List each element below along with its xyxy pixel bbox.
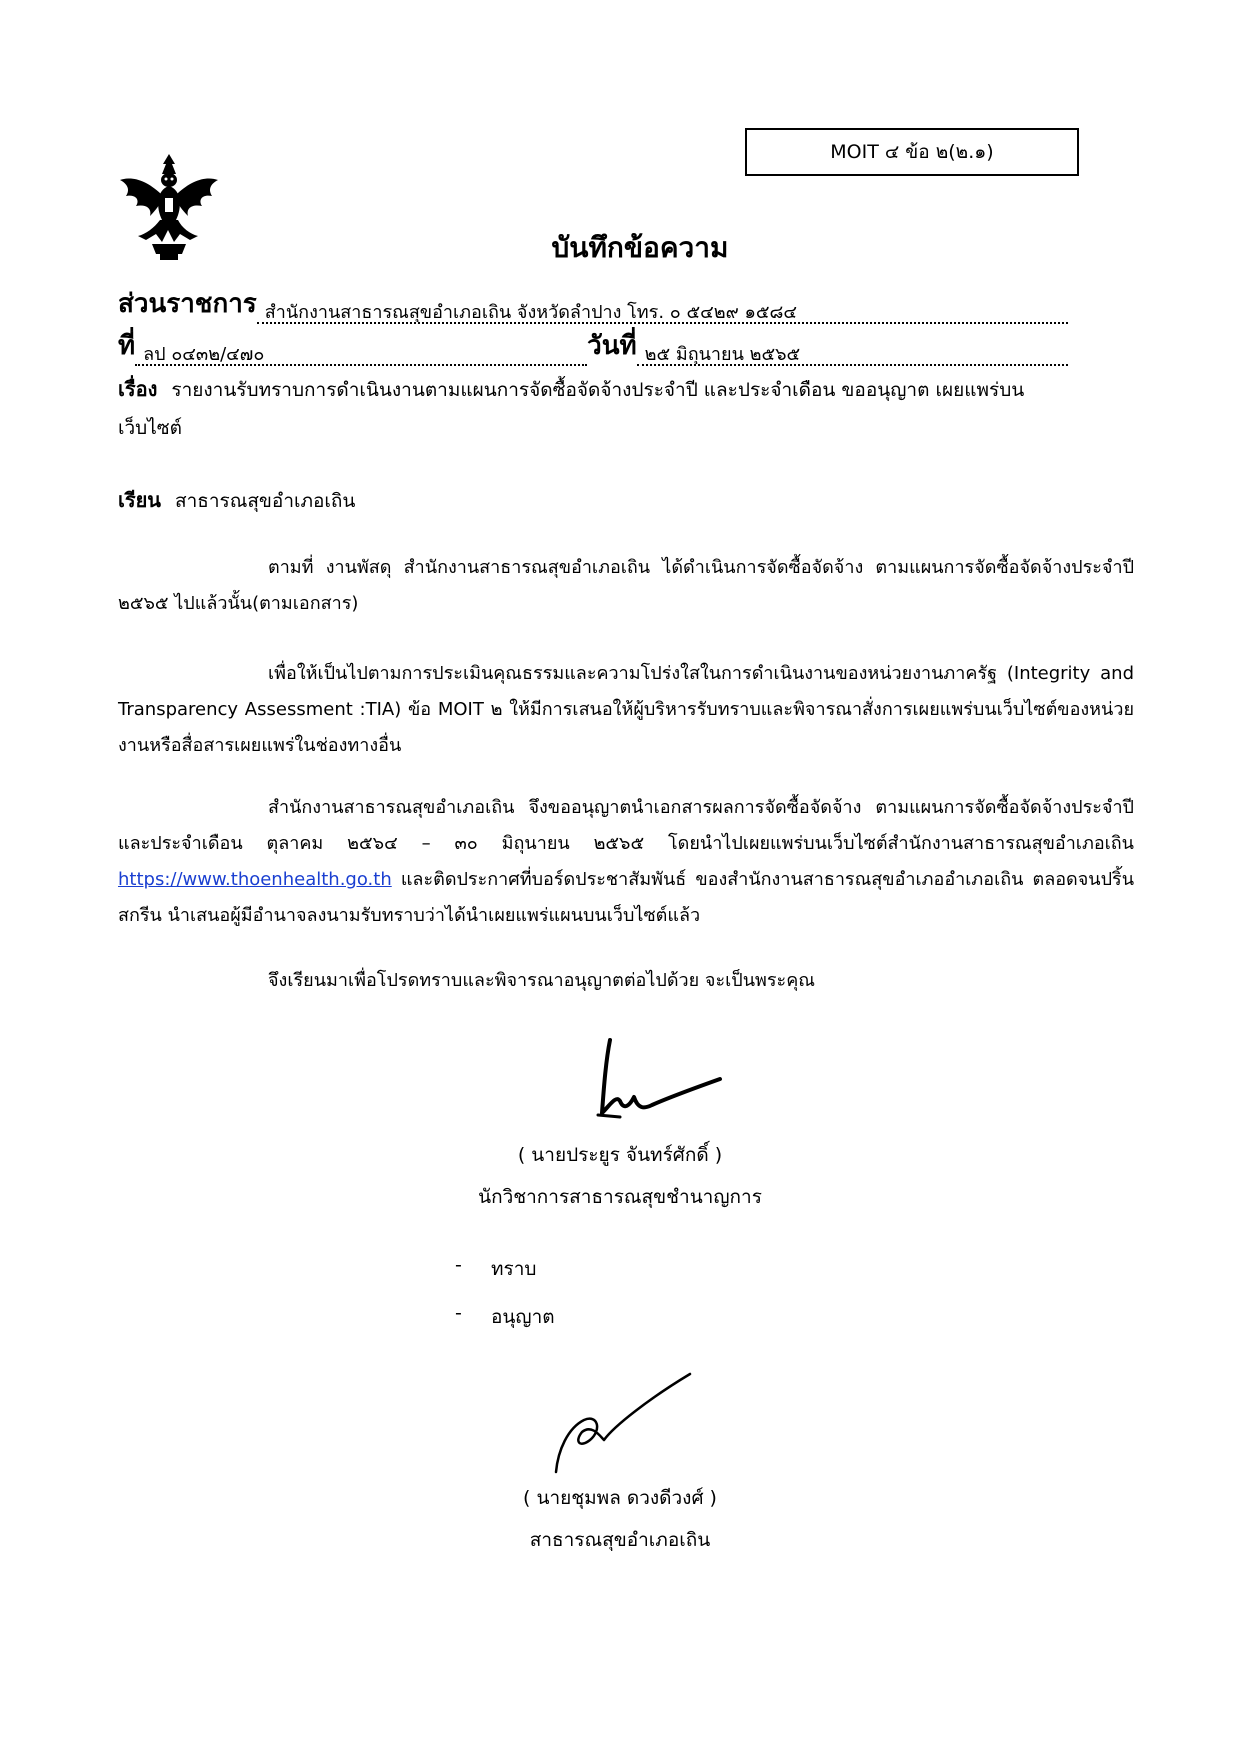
document-title: บันทึกข้อความ (551, 231, 729, 264)
salutation-label: เรียน (118, 488, 161, 512)
body-paragraph-2: เพื่อให้เป็นไปตามการประเมินคุณธรรมและความโปร่งใสในการดำเนินงานของหน่วยงานภาครัฐ (Integrity and Transparency Assessment :TIA) ข้อ MOIT ๒ ให้มีการเสนอให้ผู้บริหารรับทราบและพิจารณาสั่งการเผยแพร่บนเว็บไซต์ของหน่วยงานหรือสื่อสารเผยแพร่ในช่องทางอื่น (118, 663, 1134, 756)
agency-row (118, 283, 1068, 324)
salutation-line (118, 484, 355, 516)
option-dash: - (455, 1302, 462, 1324)
option-acknowledge-label: ทราบ (491, 1258, 537, 1280)
signatory-2-position: สาธารณสุขอำเภอเถิน (529, 1529, 711, 1551)
moit-reference-box (745, 128, 1079, 176)
salutation-text: สาธารณสุขอำเภอเถิน (174, 490, 356, 512)
body-paragraph-3 (118, 790, 1134, 934)
option-dash: - (455, 1254, 462, 1276)
subject-label: เรื่อง (118, 377, 158, 401)
closing-paragraph: จึงเรียนมาเพื่อโปรดทราบและพิจารณาอนุญาตต่อไปด้วย จะเป็นพระคุณ (268, 970, 815, 991)
agency-value: สำนักงานสาธารณสุขอำเภอเถิน จังหวัดลำปาง โทร. ๐ ๕๔๒๙ ๑๕๘๔ (257, 297, 1068, 324)
agency-label: ส่วนราชการ (118, 289, 257, 319)
number-value: ลป ๐๔๓๒/๔๗๐ (135, 339, 587, 366)
website-link[interactable]: https://www.thoenhealth.go.th (118, 869, 392, 890)
paragraph-3-text-end: และติดประกาศที่บอร์ดประชาสัมพันธ์ ของสำนักงานสาธารณสุขอำเภออำเภอเถิน ตลอดจนปริ้นสกรีน นำเสนอผู้มีอำนาจลงนามรับทราบว่าได้นำเผยแพร่แผนบนเว็บไซต์แล้ว (118, 869, 1134, 926)
moit-reference-text: MOIT ๔ ข้อ ๒(๒.๑) (830, 141, 994, 163)
signatory-1-name: ( นายประยูร จันทร์ศักดิ์ ) (517, 1144, 723, 1166)
option-approve (455, 1302, 555, 1332)
signature-2-icon (540, 1370, 700, 1480)
number-date-row (118, 325, 1068, 366)
subject-line (118, 370, 1028, 447)
number-label: ที่ (118, 331, 136, 361)
date-label: วันที่ (587, 331, 637, 361)
paragraph-3-text-start: สำนักงานสาธารณสุขอำเภอเถิน จึงขออนุญาตนำเอกสารผลการจัดซื้อจัดจ้าง ตามแผนการจัดซื้อจัดจ้างประจำปี และประจำเดือน ตุลาคม ๒๕๖๔ – ๓๐ มิถุนายน ๒๕๖๕ โดยนำไปเผยแพร่บนเว็บไซต์สำนักงานสาธารณสุขอำเภอเถิน (118, 797, 1134, 854)
signatory-1-position: นักวิชาการสาธารณสุขชำนาญการ (478, 1186, 762, 1208)
option-acknowledge (455, 1254, 536, 1284)
date-value: ๒๕ มิถุนายน ๒๕๖๕ (637, 339, 1068, 366)
subject-text: รายงานรับทราบการดำเนินงานตามแผนการจัดซื้อจัดจ้างประจำปี และประจำเดือน ขออนุญาต เผยแพร่บนเว็บไซต์ (118, 379, 1025, 439)
option-approve-label: อนุญาต (491, 1306, 555, 1328)
body-paragraph-1: ตามที่ งานพัสดุ สำนักงานสาธารณสุขอำเภอเถิน ได้ดำเนินการจัดซื้อจัดจ้าง ตามแผนการจัดซื้อจัดจ้างประจำปี ๒๕๖๕ ไปแล้วนั้น(ตามเอกสาร) (118, 557, 1134, 614)
signature-1-icon (580, 1035, 730, 1130)
signatory-2-name: ( นายชุมพล ดวงดีวงศ์ ) (523, 1487, 717, 1509)
